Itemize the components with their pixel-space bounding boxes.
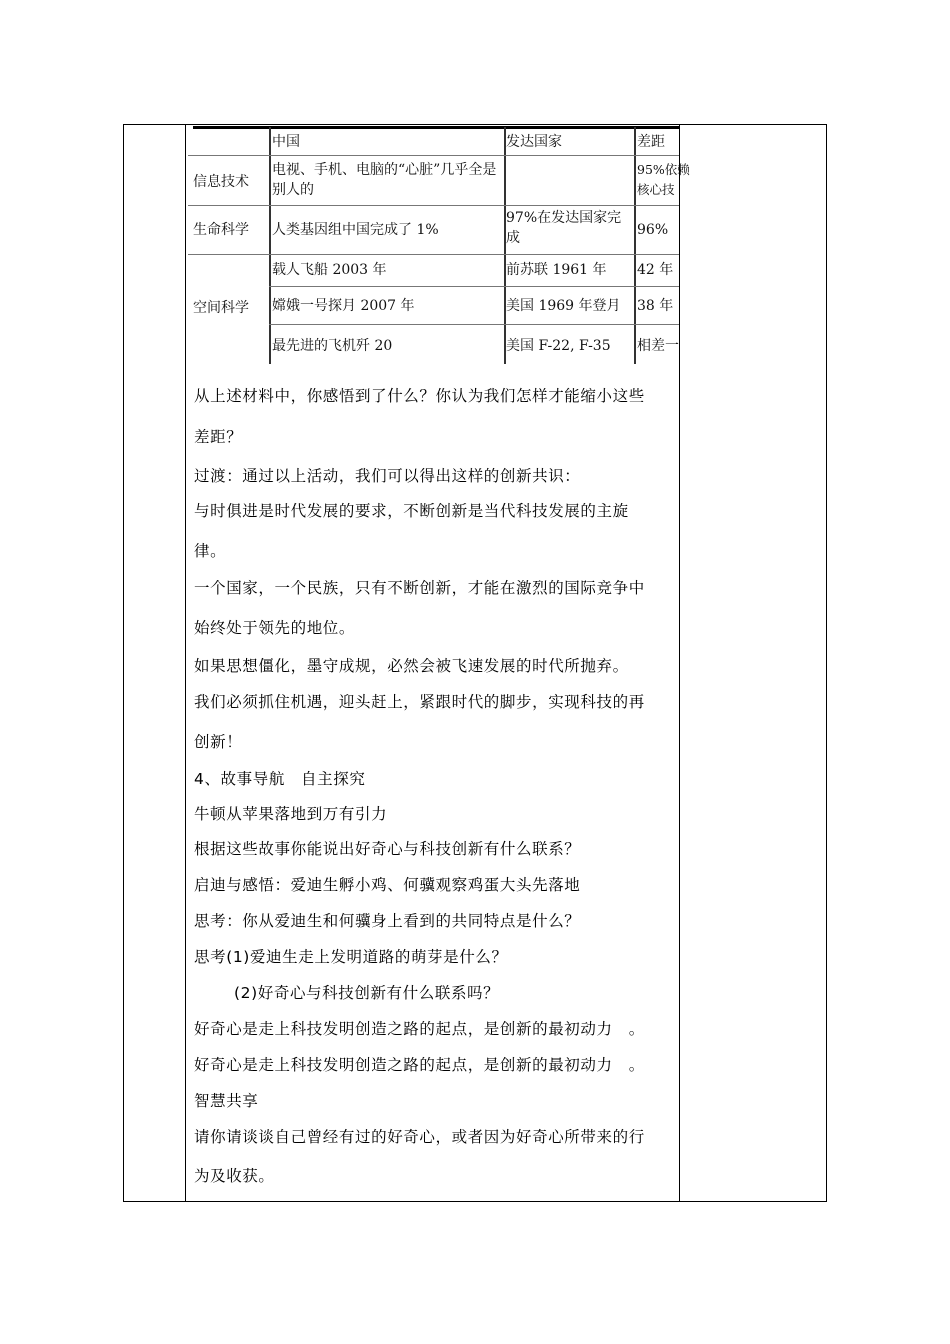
paragraph-line: 始终处于领先的地位。 [194, 619, 356, 637]
paragraph-line: 过渡：通过以上活动，我们可以得出这样的创新共识： [194, 467, 581, 485]
table-cell-developed: 美国 F-22, F-35 [506, 338, 611, 354]
paragraph-line: 一个国家，一个民族，只有不断创新，才能在激烈的国际竞争中 [194, 579, 645, 597]
paragraph-line: 差距？ [194, 428, 243, 446]
table-cell-developed: 美国 1969 年登月 [506, 298, 621, 314]
table-cell-developed: 97%在发达国家完成 [506, 210, 622, 246]
paragraph-line: 思考：你从爱迪生和何骥身上看到的共同特点是什么？ [194, 912, 581, 930]
paragraph-line: (2)好奇心与科技创新有什么联系吗？ [234, 984, 500, 1002]
table-col-line [269, 127, 271, 364]
table-row-line [188, 155, 679, 156]
paragraph-line: 从上述材料中，你感悟到了什么？你认为我们怎样才能缩小这些 [194, 387, 645, 405]
paragraph-line: 如果思想僵化，墨守成规，必然会被飞速发展的时代所抛弃。 [194, 657, 629, 675]
table-cell-developed: 前苏联 1961 年 [506, 262, 607, 278]
table-cell-china: 嫦娥一号探月 2007 年 [272, 298, 415, 314]
table-cell-gap: 相差一 [637, 338, 679, 354]
table-row-line [269, 324, 679, 325]
section-heading: 4、故事导航 自主探究 [194, 770, 366, 788]
paragraph-line: 创新！ [194, 733, 243, 751]
paragraph-line: 根据这些故事你能说出好奇心与科技创新有什么联系？ [194, 840, 581, 858]
paragraph-line: 我们必须抓住机遇，迎头赶上，紧跟时代的脚步，实现科技的再 [194, 693, 645, 711]
table-header-developed: 发达国家 [506, 134, 562, 150]
section-heading: 智慧共享 [194, 1092, 259, 1110]
table-cell-china: 人类基因组中国完成了 1% [272, 222, 439, 238]
paragraph-line: 律。 [194, 542, 227, 560]
paragraph-line: 好奇心是走上科技发明创造之路的起点，是创新的最初动力 。 [194, 1056, 645, 1074]
paragraph-line: 牛顿从苹果落地到万有引力 [194, 805, 388, 823]
table-cell-gap: 38 年 [637, 298, 674, 314]
table-category: 信息技术 [193, 174, 249, 190]
paragraph-line: 请你请谈谈自己曾经有过的好奇心，或者因为好奇心所带来的行 [194, 1128, 645, 1146]
table-cell-gap: 42 年 [637, 262, 674, 278]
table-row-line [188, 205, 679, 206]
paragraph-line: 启迪与感悟：爱迪生孵小鸡、何骥观察鸡蛋大头先落地 [194, 876, 581, 894]
table-cell-gap: 95%依赖核心技 [637, 162, 690, 197]
table-top-border [193, 126, 679, 129]
table-header-gap: 差距 [637, 134, 665, 150]
table-col-line [634, 127, 636, 364]
column-divider-left [185, 124, 186, 1202]
comparison-table [188, 124, 690, 364]
table-cell-gap: 96% [637, 222, 669, 238]
paragraph-line: 为及收获。 [194, 1167, 275, 1185]
table-header-china: 中国 [272, 134, 300, 150]
table-row-line [269, 286, 679, 287]
table-category: 生命科学 [193, 222, 249, 238]
table-category: 空间科学 [193, 300, 249, 316]
paragraph-line: 思考(1)爱迪生走上发明道路的萌芽是什么？ [194, 948, 508, 966]
paragraph-line: 好奇心是走上科技发明创造之路的起点，是创新的最初动力 。 [194, 1020, 645, 1038]
table-cell-china: 最先进的飞机歼 20 [272, 338, 393, 354]
table-cell-china: 载人飞船 2003 年 [272, 262, 387, 278]
table-row-line [188, 254, 679, 255]
column-divider-right [679, 124, 680, 1202]
paragraph-line: 与时俱进是时代发展的要求，不断创新是当代科技发展的主旋 [194, 502, 629, 520]
table-cell-china: 电视、手机、电脑的“心脏”几乎全是别人的 [272, 162, 497, 198]
